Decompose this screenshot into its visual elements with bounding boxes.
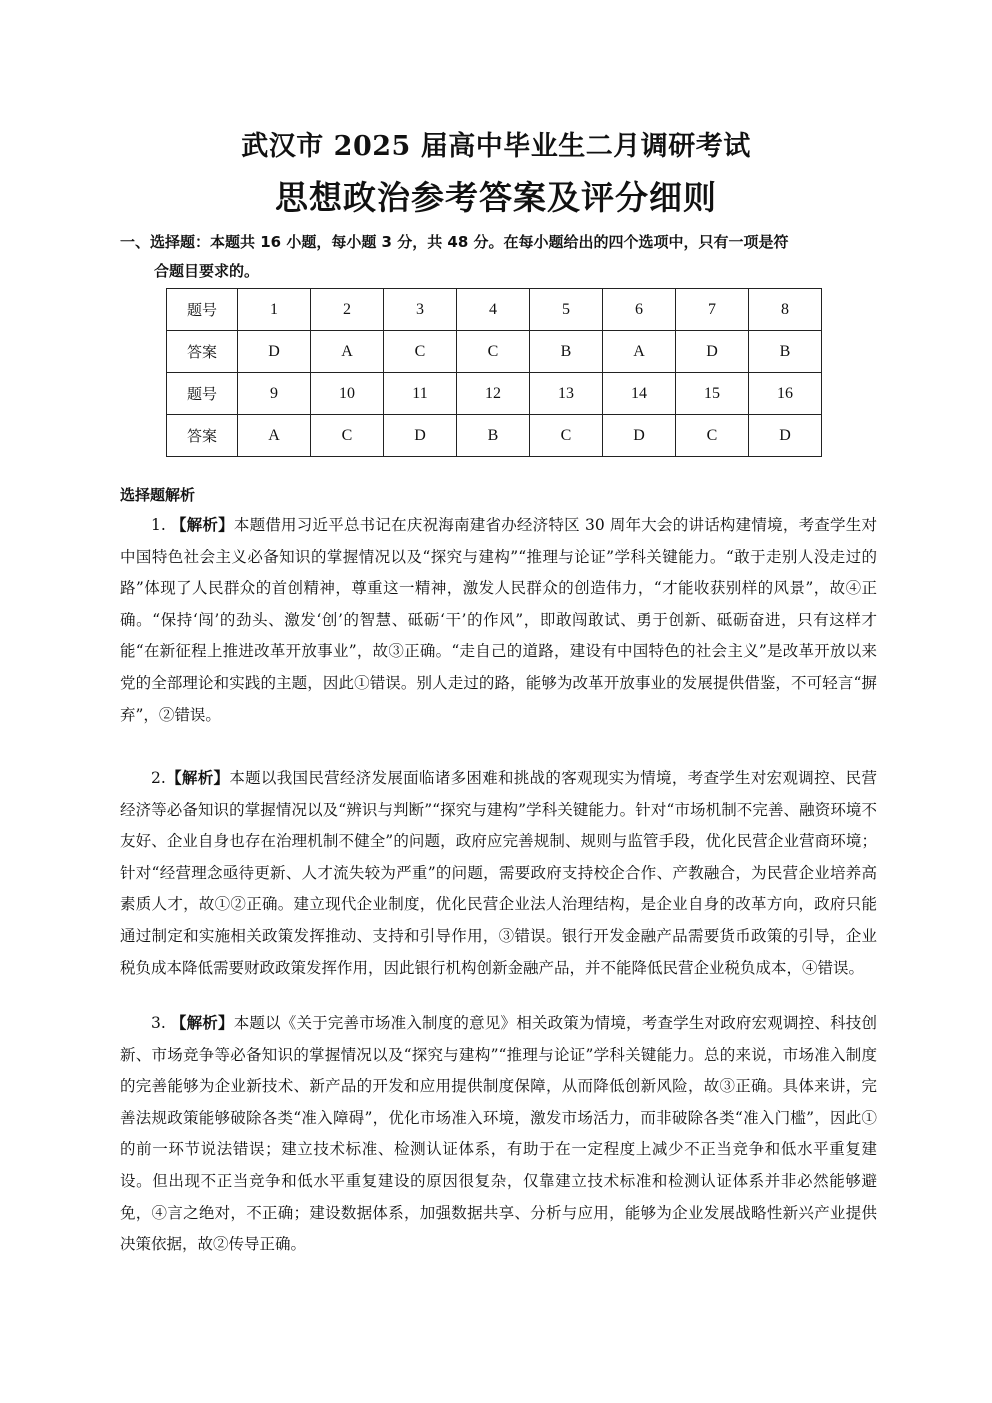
row-header-cell: 答案 [167,415,238,457]
answer-row [167,415,822,457]
analysis-item-text: 本题以《关于完善市场准入制度的意见》相关政策为情境，考查学生对政府宏观调控、科技创新、市场竞争等必备知识的掌握情况以及“探究与建构”“推理与论证”学科关键能力。总的来说，市场准入制度的完善能够为企业新技术、新产品的开发和应用提供制度保障，从而降低创新风险，故③正确。具体来讲，完善法规政策能够破除各类“准入障碍”，优化市场准入环境，激发市场活力，而非破除各类“准入门槛”，因此①的前一环节说法错误；建立技术标准、检测认证体系，有助于在一定程度上减少不正当竞争和低水平重复建设。但出现不正当竞争和低水平重复建设的原因很复杂，仅靠建立技术标准和检测认证体系并非必然能够避免，④言之绝对，不正确；建设数据体系，加强数据共享、分析与应用，能够为企业发展战略性新兴产业提供决策依据，故②传导正确。 [120,1014,877,1254]
question-number-cell: 9 [238,373,311,415]
analysis-heading: 选择题解析 [120,486,196,504]
answer-row [167,331,822,373]
answer-cell: D [384,415,457,457]
question-number-row [167,373,822,415]
answer-cell: C [676,415,749,457]
row-header-cell: 题号 [167,373,238,415]
question-number-cell: 10 [311,373,384,415]
analysis-item-text: 本题借用习近平总书记在庆祝海南建省办经济特区 30 周年大会的讲话构建情境，考查学生对中国特色社会主义必备知识的掌握情况以及“探究与建构”“推理与论证”学科关键能力。“敢于走别人没走过的路”体现了人民群众的首创精神，尊重这一精神，激发人民群众的创造伟力，“才能收获别样的风景”，故④正确。“保持‘闯’的劲头、激发‘创’的智慧、砥砺‘干’的作风”，即敢闯敢试、勇于创新、砥砺奋进，只有这样才能“在新征程上推进改革开放事业”，故③正确。“走自己的道路，建设有中国特色的社会主义”是改革开放以来党的全部理论和实践的主题，因此①错误。别人走过的路，能够为改革开放事业的发展提供借鉴，不可轻言“摒弃”，②错误。 [120,516,877,724]
question-number-row [167,289,822,331]
document-subtitle: 思想政治参考答案及评分细则 [275,178,717,217]
analysis-item-number: 3. [151,1014,166,1032]
section-instructions-line2: 合题目要求的。 [154,262,260,280]
exam-title: 武汉市 2025 届高中毕业生二月调研考试 [241,131,751,162]
answer-cell: C [457,331,530,373]
section-instructions [120,228,880,286]
question-number-cell: 16 [749,373,822,415]
question-number-cell: 2 [311,289,384,331]
question-number-cell: 1 [238,289,311,331]
question-number-cell: 6 [603,289,676,331]
answer-cell: C [384,331,457,373]
answer-cell: A [238,415,311,457]
row-header-cell: 题号 [167,289,238,331]
analysis-item-number: 1. [151,516,166,534]
answer-table [166,288,822,457]
question-number-cell: 8 [749,289,822,331]
section-instructions-line1: 一、选择题：本题共 16 小题，每小题 3 分，共 48 分。在每小题给出的四个选项中，只有一项是符 [120,233,789,251]
answer-cell: A [603,331,676,373]
analysis-item-tag: 【解析】 [170,1014,234,1032]
answer-cell: B [749,331,822,373]
answer-cell: C [530,415,603,457]
question-number-cell: 11 [384,373,457,415]
answer-cell: D [749,415,822,457]
question-number-cell: 5 [530,289,603,331]
answer-cell: D [603,415,676,457]
analysis-item-number: 2. [151,769,166,787]
row-header-cell: 答案 [167,331,238,373]
analysis-item-1 [120,510,877,731]
analysis-item-text: 本题以我国民营经济发展面临诸多困难和挑战的客观现实为情境，考查学生对宏观调控、民营经济等必备知识的掌握情况以及“辨识与判断”“探究与建构”学科关键能力。针对“市场机制不完善、融资环境不友好、企业自身也存在治理机制不健全”的问题，政府应完善规制、规则与监管手段，优化民营企业营商环境；针对“经营理念亟待更新、人才流失较为严重”的问题，需要政府支持校企合作、产教融合，为民营企业培养高素质人才，故①②正确。建立现代企业制度，优化民营企业法人治理结构，是企业自身的改革方向，政府只能通过制定和实施相关政策发挥推动、支持和引导作用，③错误。银行开发金融产品需要货币政策的引导，企业税负成本降低需要财政政策发挥作用，因此银行机构创新金融产品，并不能降低民营企业税负成本，④错误。 [120,769,877,977]
answer-cell: B [530,331,603,373]
analysis-item-tag: 【解析】 [170,516,234,534]
question-number-cell: 12 [457,373,530,415]
analysis-item-3 [120,1008,877,1261]
answer-cell: D [238,331,311,373]
question-number-cell: 3 [384,289,457,331]
question-number-cell: 4 [457,289,530,331]
question-number-cell: 14 [603,373,676,415]
analysis-item-tag: 【解析】 [165,769,230,787]
answer-cell: A [311,331,384,373]
answer-cell: D [676,331,749,373]
analysis-item-2 [120,763,877,984]
question-number-cell: 15 [676,373,749,415]
question-number-cell: 7 [676,289,749,331]
question-number-cell: 13 [530,373,603,415]
answer-cell: C [311,415,384,457]
answer-cell: B [457,415,530,457]
